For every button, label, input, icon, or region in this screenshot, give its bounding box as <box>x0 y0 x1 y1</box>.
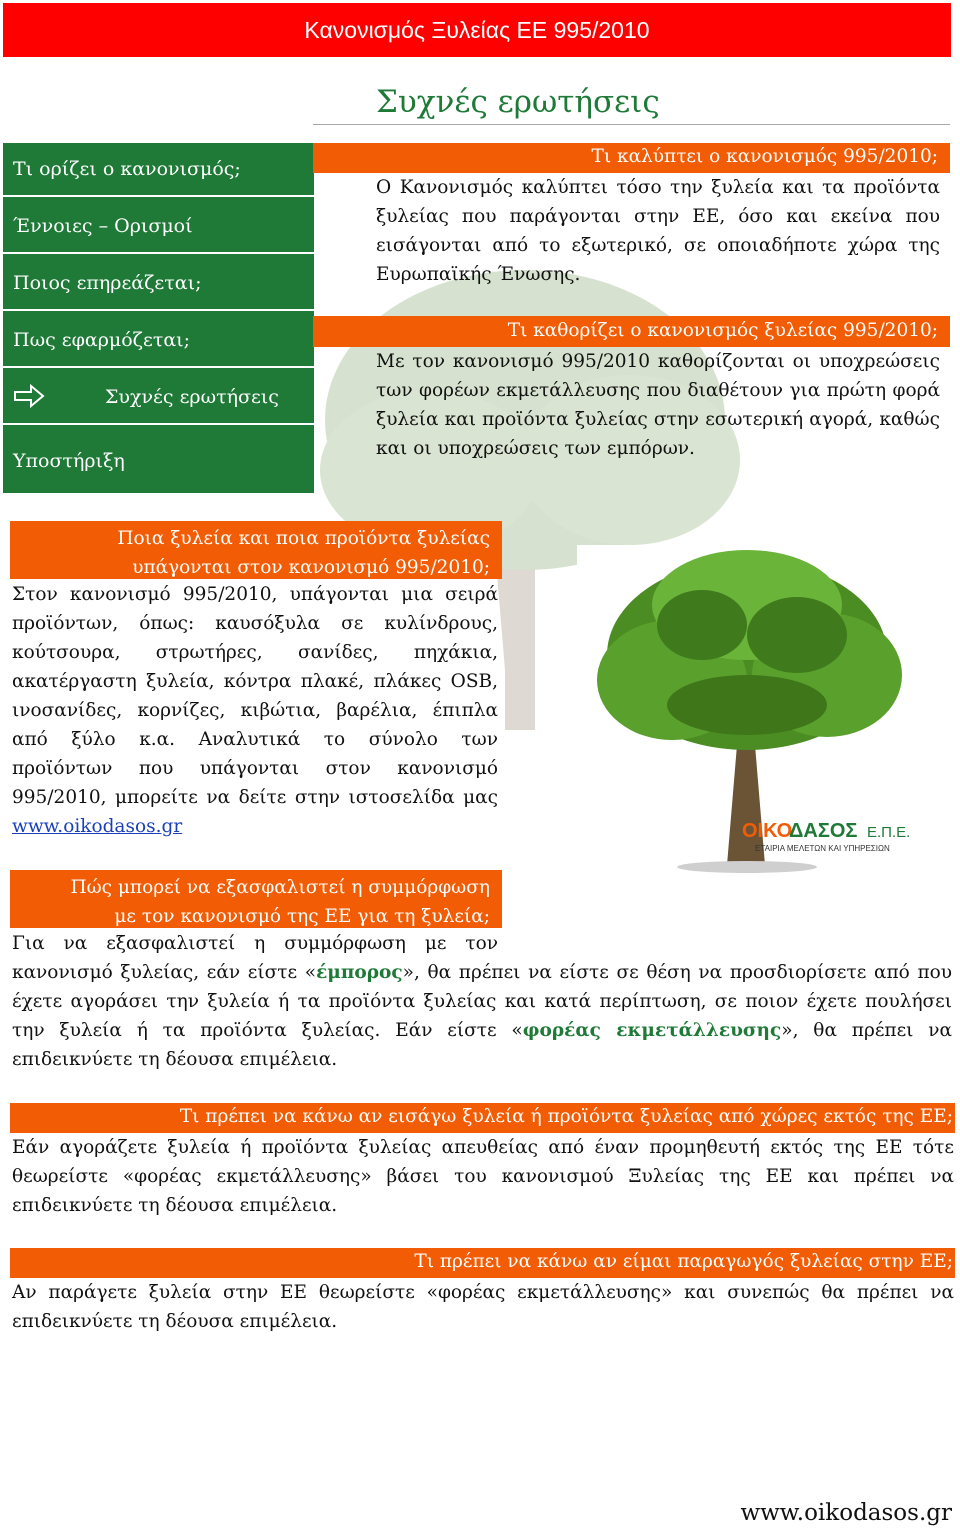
answer-segment: », θα πρέπει να είστε σε θέση να προσδιορίσετε από που έχετε αγοράσει την ξυλεία ή τα προϊόντα ξυλείας και κατά περίπτωση, σε ποιον έχετε πουλήσει την ξυλεία ή τα προϊόντα ξυλείας. Εάν είστε « <box>12 962 952 1041</box>
answer-text: Εάν αγοράζετε ξυλεία ή προϊόντα ξυλείας απευθείας από έναν προμηθευτή εκτός της ΕΕ τότε θεωρείστε «φορέας εκμετάλλευσης» βάσει του κανονισμού Ξυλείας της ΕΕ και πρέπει να επιδεικνύετε τη δέουσα επιμέλεια. <box>12 1137 954 1216</box>
question-bar <box>10 870 502 928</box>
answer-text <box>12 958 952 1074</box>
highlight-term: φορέας εκμετάλλευσης <box>522 1020 782 1041</box>
nav-item-label: Ποιος επηρεάζεται; <box>13 272 202 294</box>
question-text: Τι πρέπει να κάνω αν είμαι παραγωγός ξυλείας στην ΕΕ; <box>414 1251 953 1272</box>
question-line: υπάγονται στον κανονισμό 995/2010; <box>132 557 490 578</box>
arrow-right-icon <box>13 384 45 413</box>
nav-item-regulation[interactable] <box>3 143 314 197</box>
question-text <box>70 873 490 931</box>
logo-suffix: Ε.Π.Ε. <box>867 824 911 841</box>
answer-segment: », θα πρέπει να επιδεικνύετε τη δέουσα επιμέλεια. <box>12 1020 952 1070</box>
nav-item-definitions[interactable] <box>3 200 314 254</box>
nav-item-affected[interactable] <box>3 257 314 311</box>
nav-item-faq[interactable] <box>3 371 314 425</box>
question-text <box>117 524 490 582</box>
logo-tagline: ΕΤΑΙΡΙΑ ΜΕΛΕΤΩΝ ΚΑΙ ΥΠΗΡΕΣΙΩΝ <box>755 844 890 853</box>
nav-item-label: Έννοιες – Ορισμοί <box>13 215 193 237</box>
nav-item-label: Πως εφαρμόζεται; <box>13 329 191 351</box>
question-bar <box>10 1103 955 1133</box>
heading-divider <box>313 124 950 125</box>
question-text: Τι καλύπτει ο κανονισμός 995/2010; <box>591 146 938 167</box>
answer-body: Στον κανονισμό 995/2010, υπάγονται μια σειρά προϊόντων, όπως: καυσόξυλα σε κυλίνδρους, κούτσουρα, στρωτήρες, σανίδες, πηχάκια, ακατέργαστη ξυλεία, κόντρα πλακέ, πλάκες OSB, ινοσανίδες, κορνίζες, κιβώτια, βαρέλια, έπιπλα από ξύλο κ.α. Αναλυτικά το σύνολο των προϊόντων που υπάγονται στον κανονισμό 995/2010, μπορείτε να δείτε στην ιστοσελίδα μας <box>12 584 498 808</box>
question-text: Τι καθορίζει ο κανονισμός ξυλείας 995/2010; <box>507 320 938 341</box>
tree-image <box>577 545 937 880</box>
nav-item-label: Υποστήριξη <box>13 449 125 472</box>
faq-heading: Συχνές ερωτήσεις <box>376 84 660 120</box>
answer-text: Αν παράγετε ξυλεία στην ΕΕ θεωρείστε «φορέας εκμετάλλευσης» και συνεπώς θα πρέπει να επιδεικνύετε τη δέουσα επιμέλεια. <box>12 1282 954 1332</box>
page-header-bar <box>3 3 951 57</box>
answer-text: Ο Κανονισμός καλύπτει τόσο την ξυλεία και τα προϊόντα ξυλείας που παράγονται στην ΕΕ, όσο και εκείνα που εισάγονται από το εξωτερικό, σε οποιαδήποτε χώρα της Ευρωπαϊκής Ένωσης. <box>376 177 940 285</box>
question-line: Ποια ξυλεία και ποια προϊόντα ξυλείας <box>117 528 490 549</box>
question-line: Πώς μπορεί να εξασφαλιστεί η συμμόρφωση <box>70 877 490 898</box>
question-bar <box>10 521 502 579</box>
website-link[interactable]: www.oikodasos.gr <box>12 816 183 837</box>
question-text: Τι πρέπει να κάνω αν εισάγω ξυλεία ή προϊόντα ξυλείας από χώρες εκτός της ΕΕ; <box>179 1106 953 1127</box>
logo-brand-left: ΟΙΚΟ <box>742 820 793 842</box>
footer-url: www.oikodasos.gr <box>740 1500 952 1526</box>
question-bar <box>313 143 950 173</box>
nav-item-application[interactable] <box>3 314 314 368</box>
answer-text <box>12 580 498 841</box>
logo-brand-right: ΔΑΣΟΣ <box>789 820 858 842</box>
question-bar <box>313 316 950 347</box>
question-bar <box>10 1248 955 1278</box>
highlight-term: έμπορος <box>316 962 403 983</box>
nav-item-label: Συχνές ερωτήσεις <box>105 386 279 408</box>
question-line: με τον κανονισμό της ΕΕ για τη ξυλεία; <box>114 906 490 927</box>
answer-segment: κανονισμό ξυλείας, εάν είστε « <box>12 962 317 983</box>
sidebar-nav <box>3 143 314 493</box>
nav-item-label: Τι ορίζει ο κανονισμός; <box>13 158 241 180</box>
page-title: Κανονισμός Ξυλείας ΕΕ 995/2010 <box>304 16 650 43</box>
answer-text: Με τον κανονισμό 995/2010 καθορίζονται οι υποχρεώσεις των φορέων εκμετάλλευσης που διαθέτουν για πρώτη φορά ξυλεία και προϊόντα ξυλείας στην εσωτερική αγορά, καθώς και οι υποχρεώσεις των εμπόρων. <box>376 351 940 459</box>
answer-line: Για να εξασφαλιστεί η συμμόρφωση με τον <box>12 933 498 954</box>
nav-item-support[interactable] <box>3 428 314 493</box>
